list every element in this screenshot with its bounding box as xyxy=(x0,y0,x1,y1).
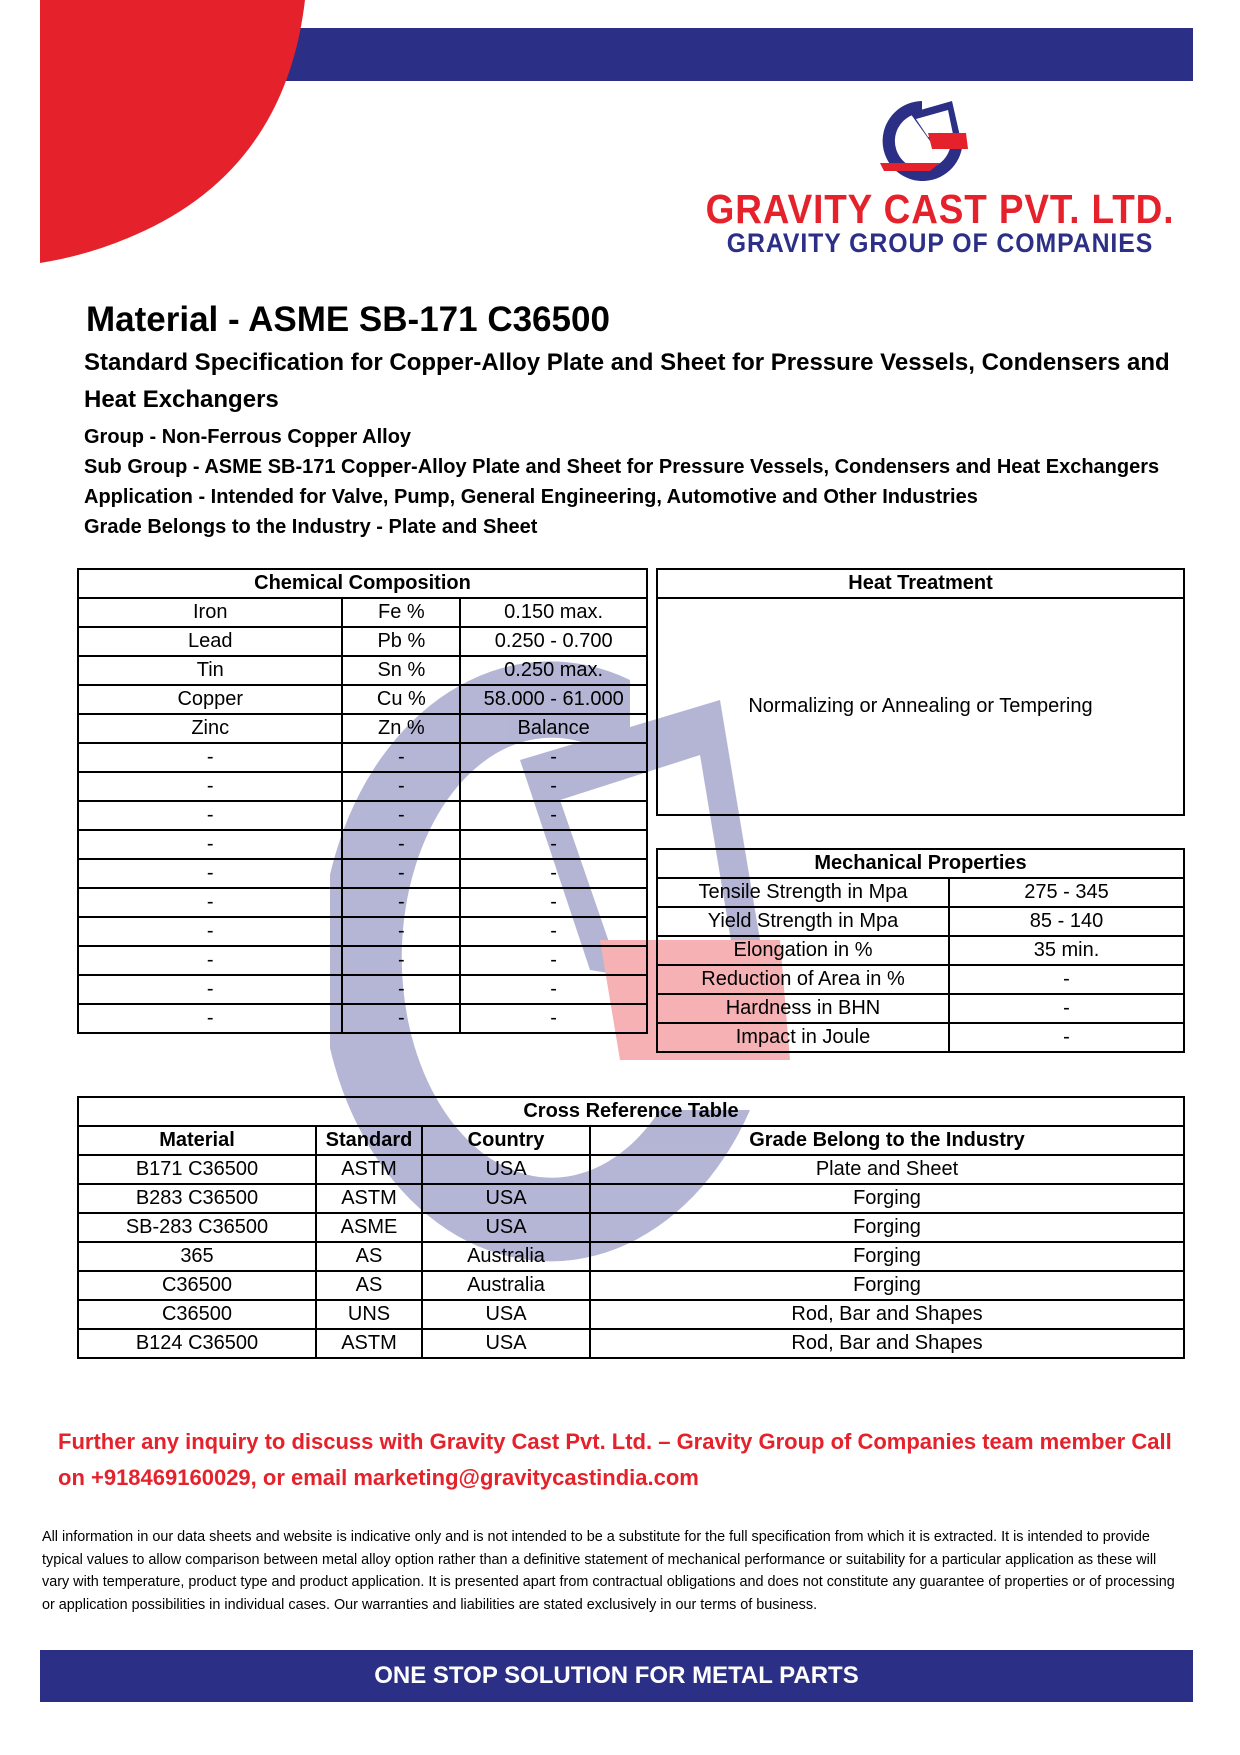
footer-tagline: ONE STOP SOLUTION FOR METAL PARTS xyxy=(40,1650,1193,1702)
chemical-composition-table xyxy=(77,568,648,1034)
xref-industry: Rod, Bar and Shapes xyxy=(590,1300,1184,1329)
chem-element: - xyxy=(78,801,342,830)
xref-industry: Forging xyxy=(590,1184,1184,1213)
xref-country: Australia xyxy=(422,1242,590,1271)
chem-element: - xyxy=(78,772,342,801)
chem-value: 0.150 max. xyxy=(460,598,647,627)
xref-column-header: Country xyxy=(422,1126,590,1155)
page-title: Material - ASME SB-171 C36500 xyxy=(86,300,610,339)
xref-country: USA xyxy=(422,1213,590,1242)
heat-treatment-table xyxy=(656,568,1185,816)
xref-material: C36500 xyxy=(78,1300,316,1329)
chem-value: - xyxy=(460,772,647,801)
xref-standard: AS xyxy=(316,1271,422,1300)
heat-treatment-value: Normalizing or Annealing or Tempering xyxy=(657,598,1184,815)
table-row xyxy=(78,1329,1184,1358)
chem-value: Balance xyxy=(460,714,647,743)
cross-reference-table xyxy=(77,1096,1185,1359)
table-row xyxy=(78,946,647,975)
mechanical-properties-table xyxy=(656,848,1185,1053)
chem-value: - xyxy=(460,743,647,772)
chem-value: - xyxy=(460,975,647,1004)
table-row xyxy=(78,656,647,685)
xref-industry: Forging xyxy=(590,1271,1184,1300)
xref-material: B124 C36500 xyxy=(78,1329,316,1358)
xref-country: USA xyxy=(422,1300,590,1329)
chem-value: - xyxy=(460,859,647,888)
table-row xyxy=(78,627,647,656)
page-subtitle: Standard Specification for Copper-Alloy Plate and Sheet for Pressure Vessels, Condensers and Heat Exchangers xyxy=(84,349,1170,413)
chem-symbol: - xyxy=(342,830,460,859)
xref-material: B171 C36500 xyxy=(78,1155,316,1184)
chem-symbol: Cu % xyxy=(342,685,460,714)
table-row xyxy=(78,888,647,917)
table-row xyxy=(657,936,1184,965)
chem-symbol: - xyxy=(342,743,460,772)
xref-country: USA xyxy=(422,1329,590,1358)
chem-element: Lead xyxy=(78,627,342,656)
material-meta xyxy=(84,422,1159,542)
chem-value: - xyxy=(460,888,647,917)
xref-material: C36500 xyxy=(78,1271,316,1300)
chem-element: - xyxy=(78,917,342,946)
xref-country: Australia xyxy=(422,1271,590,1300)
mech-value: 85 - 140 xyxy=(949,907,1184,936)
xref-column-header: Standard xyxy=(316,1126,422,1155)
xref-industry: Forging xyxy=(590,1242,1184,1271)
chem-element: Copper xyxy=(78,685,342,714)
company-group-name: GRAVITY GROUP OF COMPANIES xyxy=(726,228,1154,258)
xref-header: Cross Reference Table xyxy=(78,1097,1184,1126)
chem-value: 58.000 - 61.000 xyxy=(460,685,647,714)
table-row xyxy=(78,714,647,743)
table-row xyxy=(78,598,647,627)
table-row xyxy=(78,772,647,801)
chem-element: Zinc xyxy=(78,714,342,743)
chem-header: Chemical Composition xyxy=(78,569,647,598)
chem-symbol: - xyxy=(342,917,460,946)
mech-property: Impact in Joule xyxy=(657,1023,949,1052)
table-row xyxy=(78,975,647,1004)
chem-symbol: - xyxy=(342,859,460,888)
chem-symbol: - xyxy=(342,772,460,801)
chem-symbol: - xyxy=(342,1004,460,1033)
meta-application: Application - Intended for Valve, Pump, General Engineering, Automotive and Other Industries xyxy=(84,486,978,508)
inquiry-contact: Further any inquiry to discuss with Gravity Cast Pvt. Ltd. – Gravity Group of Companies team member Call on +918469160029, or email marketing@gravitycastindia.com xyxy=(58,1429,1172,1490)
chem-value: 0.250 max. xyxy=(460,656,647,685)
mech-value: - xyxy=(949,994,1184,1023)
chem-value: - xyxy=(460,946,647,975)
chem-symbol: - xyxy=(342,888,460,917)
table-row xyxy=(78,830,647,859)
chem-value: 0.250 - 0.700 xyxy=(460,627,647,656)
xref-column-header: Material xyxy=(78,1126,316,1155)
mech-property: Reduction of Area in % xyxy=(657,965,949,994)
chem-element: - xyxy=(78,975,342,1004)
meta-group: Group - Non-Ferrous Copper Alloy xyxy=(84,426,412,448)
xref-standard: ASTM xyxy=(316,1184,422,1213)
red-swoosh-decoration xyxy=(0,0,310,300)
chem-symbol: - xyxy=(342,946,460,975)
heat-header: Heat Treatment xyxy=(657,569,1184,598)
company-logo xyxy=(870,93,970,188)
xref-country: USA xyxy=(422,1155,590,1184)
table-row xyxy=(78,859,647,888)
chem-symbol: - xyxy=(342,975,460,1004)
xref-standard: UNS xyxy=(316,1300,422,1329)
company-name: GRAVITY CAST PVT. LTD. xyxy=(705,186,1175,232)
table-row xyxy=(78,1184,1184,1213)
table-row xyxy=(78,1155,1184,1184)
chem-element: Iron xyxy=(78,598,342,627)
chem-element: - xyxy=(78,946,342,975)
table-row xyxy=(78,917,647,946)
chem-symbol: - xyxy=(342,801,460,830)
table-row xyxy=(657,1023,1184,1052)
chem-element: - xyxy=(78,888,342,917)
chem-element: - xyxy=(78,859,342,888)
mech-property: Elongation in % xyxy=(657,936,949,965)
table-row xyxy=(78,801,647,830)
chem-symbol: Sn % xyxy=(342,656,460,685)
xref-standard: ASTM xyxy=(316,1155,422,1184)
mech-property: Yield Strength in Mpa xyxy=(657,907,949,936)
xref-industry: Rod, Bar and Shapes xyxy=(590,1329,1184,1358)
chem-element: Tin xyxy=(78,656,342,685)
chem-element: - xyxy=(78,743,342,772)
chem-symbol: Zn % xyxy=(342,714,460,743)
xref-industry: Forging xyxy=(590,1213,1184,1242)
mech-header: Mechanical Properties xyxy=(657,849,1184,878)
xref-country: USA xyxy=(422,1184,590,1213)
chem-value: - xyxy=(460,1004,647,1033)
mech-value: 275 - 345 xyxy=(949,878,1184,907)
meta-subgroup: Sub Group - ASME SB-171 Copper-Alloy Plate and Sheet for Pressure Vessels, Condensers and Heat Exchangers xyxy=(84,456,1160,478)
table-row xyxy=(78,685,647,714)
mech-value: - xyxy=(949,1023,1184,1052)
table-row xyxy=(657,878,1184,907)
chem-element: - xyxy=(78,1004,342,1033)
table-row xyxy=(657,907,1184,936)
xref-industry: Plate and Sheet xyxy=(590,1155,1184,1184)
meta-industry: Grade Belongs to the Industry - Plate and Sheet xyxy=(84,516,538,538)
mech-property: Hardness in BHN xyxy=(657,994,949,1023)
chem-value: - xyxy=(460,801,647,830)
mech-property: Tensile Strength in Mpa xyxy=(657,878,949,907)
xref-standard: ASTM xyxy=(316,1329,422,1358)
table-row xyxy=(657,965,1184,994)
chem-value: - xyxy=(460,830,647,859)
table-row xyxy=(78,1004,647,1033)
xref-material: 365 xyxy=(78,1242,316,1271)
mech-value: 35 min. xyxy=(949,936,1184,965)
chem-symbol: Pb % xyxy=(342,627,460,656)
table-row xyxy=(78,1271,1184,1300)
xref-column-header: Grade Belong to the Industry xyxy=(590,1126,1184,1155)
table-row xyxy=(657,994,1184,1023)
xref-standard: AS xyxy=(316,1242,422,1271)
chem-element: - xyxy=(78,830,342,859)
table-row xyxy=(78,1300,1184,1329)
xref-standard: ASME xyxy=(316,1213,422,1242)
xref-material: B283 C36500 xyxy=(78,1184,316,1213)
mech-value: - xyxy=(949,965,1184,994)
disclaimer-text: All information in our data sheets and website is indicative only and is not intended to be a substitute for the full specification from which it is extracted. It is intended to provide typical values to allow comparison between metal alloy option rather than a definitive statement of mechanical performance or suitability for a particular application as these will vary with temperature, product type and product application. It is presented apart from contractual obligations and does not constitute any guarantee of properties or of processing or application possibilities in individual cases. Our warranties and liabilities are stated exclusively in our terms of business. xyxy=(42,1529,1175,1613)
chem-symbol: Fe % xyxy=(342,598,460,627)
table-row xyxy=(78,1242,1184,1271)
table-row xyxy=(78,743,647,772)
xref-material: SB-283 C36500 xyxy=(78,1213,316,1242)
chem-value: - xyxy=(460,917,647,946)
table-row xyxy=(78,1213,1184,1242)
